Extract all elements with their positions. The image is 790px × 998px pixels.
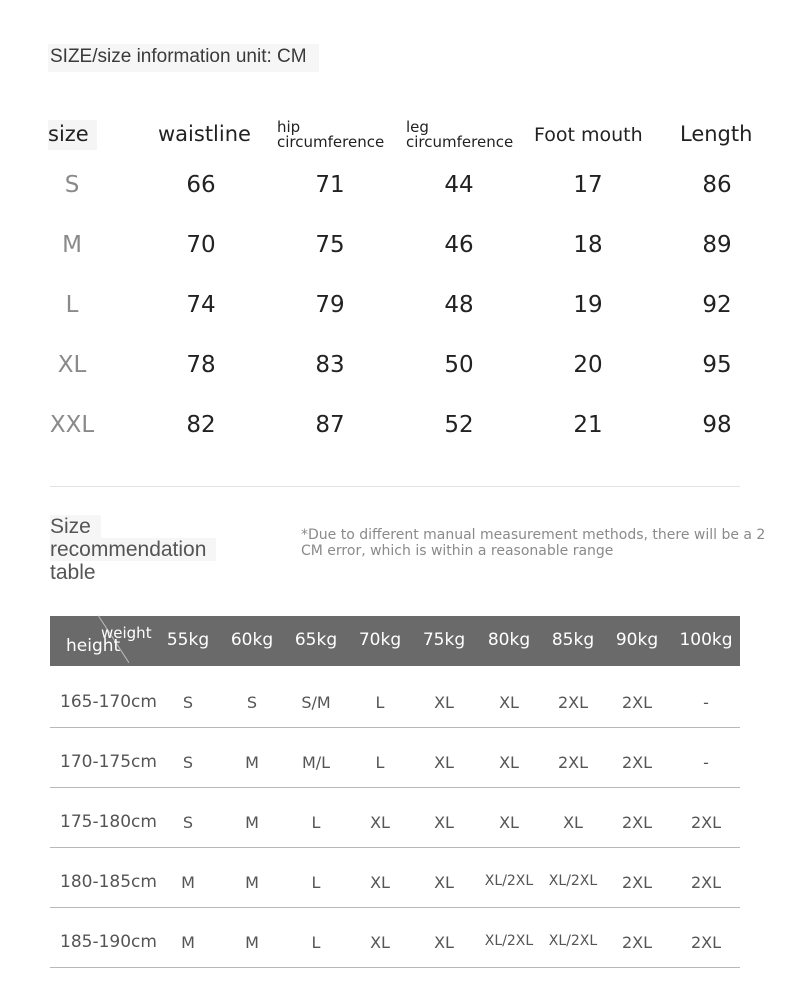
measurement-cell: 78 bbox=[186, 352, 216, 378]
recommended-size-cell: 2XL bbox=[690, 873, 722, 892]
height-range-cell: 165-170cm bbox=[60, 692, 157, 712]
recommended-size-cell: S/M bbox=[301, 693, 331, 712]
measurement-cell: 98 bbox=[702, 412, 732, 438]
row-divider bbox=[50, 787, 740, 788]
recommended-size-cell: M/L bbox=[301, 753, 331, 772]
recommended-size-cell: XL bbox=[434, 813, 454, 832]
recommended-size-cell: L bbox=[311, 873, 321, 892]
header-hip-line2: circumference bbox=[277, 133, 385, 151]
weight-header-cell: 65kg bbox=[294, 630, 338, 650]
size-label-cell: M bbox=[62, 232, 82, 258]
measurement-cell: 74 bbox=[186, 292, 216, 318]
row-divider bbox=[50, 847, 740, 848]
recommended-size-cell: XL bbox=[499, 693, 519, 712]
recommended-size-cell: XL bbox=[434, 753, 454, 772]
recommended-size-cell: 2XL bbox=[621, 693, 653, 712]
header-size: size bbox=[48, 120, 97, 150]
weight-header-cell: 55kg bbox=[166, 630, 210, 650]
section-divider bbox=[50, 486, 740, 487]
recommended-size-cell: - bbox=[703, 693, 709, 712]
recommended-size-cell: 2XL bbox=[621, 753, 653, 772]
rec-title-line3: table bbox=[50, 561, 96, 584]
rec-title-line2: recommendation bbox=[50, 538, 216, 561]
height-range-cell: 170-175cm bbox=[60, 752, 157, 772]
weight-header-cell: 100kg bbox=[679, 630, 733, 650]
header-hip bbox=[277, 120, 384, 150]
recommended-size-cell: 2XL bbox=[690, 933, 722, 952]
recommended-size-cell: S bbox=[182, 753, 194, 772]
measurement-cell: 48 bbox=[444, 292, 474, 318]
header-leg bbox=[406, 120, 513, 150]
recommended-size-cell: XL/2XL bbox=[548, 873, 598, 889]
height-range-cell: 175-180cm bbox=[60, 812, 157, 832]
measurement-cell: 83 bbox=[315, 352, 345, 378]
recommended-size-cell: 2XL bbox=[621, 813, 653, 832]
recommended-size-cell: XL/2XL bbox=[548, 933, 598, 949]
measurement-cell: 89 bbox=[702, 232, 732, 258]
recommended-size-cell: M bbox=[245, 873, 259, 892]
recommended-size-cell: S bbox=[182, 813, 194, 832]
recommended-size-cell: M bbox=[245, 933, 259, 952]
header-waistline: waistline bbox=[158, 122, 251, 146]
recommendation-title bbox=[50, 515, 216, 584]
recommended-size-cell: XL bbox=[370, 933, 390, 952]
recommended-size-cell: L bbox=[311, 933, 321, 952]
size-label-cell: L bbox=[65, 292, 79, 318]
measurement-cell: 87 bbox=[315, 412, 345, 438]
measurement-cell: 17 bbox=[573, 172, 603, 198]
recommended-size-cell: XL bbox=[370, 873, 390, 892]
size-label-cell: S bbox=[64, 172, 80, 198]
measurement-cell: 19 bbox=[573, 292, 603, 318]
weight-header-cell: 75kg bbox=[422, 630, 466, 650]
size-label-cell: XXL bbox=[49, 412, 95, 438]
recommended-size-cell: XL bbox=[370, 813, 390, 832]
recommended-size-cell: 2XL bbox=[621, 873, 653, 892]
measurement-cell: 95 bbox=[702, 352, 732, 378]
measurement-cell: 71 bbox=[315, 172, 345, 198]
recommended-size-cell: XL/2XL bbox=[484, 933, 534, 949]
header-foot-mouth: Foot mouth bbox=[534, 124, 643, 146]
measurement-cell: 86 bbox=[702, 172, 732, 198]
recommended-size-cell: XL bbox=[434, 693, 454, 712]
measurement-cell: 92 bbox=[702, 292, 732, 318]
weight-header-cell: 90kg bbox=[615, 630, 659, 650]
measurement-cell: 18 bbox=[573, 232, 603, 258]
height-range-cell: 185-190cm bbox=[60, 932, 157, 952]
measurement-cell: 82 bbox=[186, 412, 216, 438]
height-range-cell: 180-185cm bbox=[60, 872, 157, 892]
header-length: Length bbox=[680, 122, 753, 146]
measurement-cell: 50 bbox=[444, 352, 474, 378]
measurement-cell: 52 bbox=[444, 412, 474, 438]
row-divider bbox=[50, 727, 740, 728]
corner-weight-label: weight bbox=[101, 624, 152, 642]
row-divider bbox=[50, 967, 740, 968]
weight-header-cell: 80kg bbox=[487, 630, 531, 650]
size-label-cell: XL bbox=[57, 352, 87, 378]
recommended-size-cell: M bbox=[245, 753, 259, 772]
weight-header-cell: 60kg bbox=[230, 630, 274, 650]
recommended-size-cell: 2XL bbox=[621, 933, 653, 952]
recommended-size-cell: XL bbox=[499, 813, 519, 832]
measurement-cell: 21 bbox=[573, 412, 603, 438]
measurement-cell: 20 bbox=[573, 352, 603, 378]
measurement-cell: 46 bbox=[444, 232, 474, 258]
recommended-size-cell: 2XL bbox=[557, 753, 589, 772]
rec-title-line1: Size bbox=[50, 515, 101, 538]
header-leg-line2: circumference bbox=[406, 133, 514, 151]
recommended-size-cell: L bbox=[375, 693, 385, 712]
recommended-size-cell: M bbox=[181, 933, 195, 952]
measurement-cell: 66 bbox=[186, 172, 216, 198]
recommended-size-cell: 2XL bbox=[690, 813, 722, 832]
measurement-cell: 44 bbox=[444, 172, 474, 198]
recommended-size-cell: XL/2XL bbox=[484, 873, 534, 889]
recommended-size-cell: XL bbox=[499, 753, 519, 772]
measurement-note: *Due to different manual measurement methods, there will be a 2 CM error, which is within a reasonable range bbox=[301, 527, 766, 559]
measurement-cell: 79 bbox=[315, 292, 345, 318]
size-info-title: SIZE/size information unit: CM bbox=[48, 44, 319, 72]
recommended-size-cell: M bbox=[245, 813, 259, 832]
recommended-size-cell: XL bbox=[434, 873, 454, 892]
recommended-size-cell: 2XL bbox=[557, 693, 589, 712]
measurement-cell: 75 bbox=[315, 232, 345, 258]
recommended-size-cell: XL bbox=[563, 813, 583, 832]
recommended-size-cell: M bbox=[181, 873, 195, 892]
header-hip-line1: hip bbox=[277, 118, 301, 136]
recommended-size-cell: L bbox=[311, 813, 321, 832]
weight-header-cell: 85kg bbox=[551, 630, 595, 650]
recommended-size-cell: - bbox=[703, 753, 709, 772]
recommended-size-cell: S bbox=[246, 693, 258, 712]
corner-height-label: height bbox=[66, 636, 121, 656]
measurement-cell: 70 bbox=[186, 232, 216, 258]
recommended-size-cell: L bbox=[375, 753, 385, 772]
recommended-size-cell: XL bbox=[434, 933, 454, 952]
row-divider bbox=[50, 907, 740, 908]
weight-header-cell: 70kg bbox=[358, 630, 402, 650]
recommended-size-cell: S bbox=[182, 693, 194, 712]
header-leg-line1: leg bbox=[406, 118, 429, 136]
